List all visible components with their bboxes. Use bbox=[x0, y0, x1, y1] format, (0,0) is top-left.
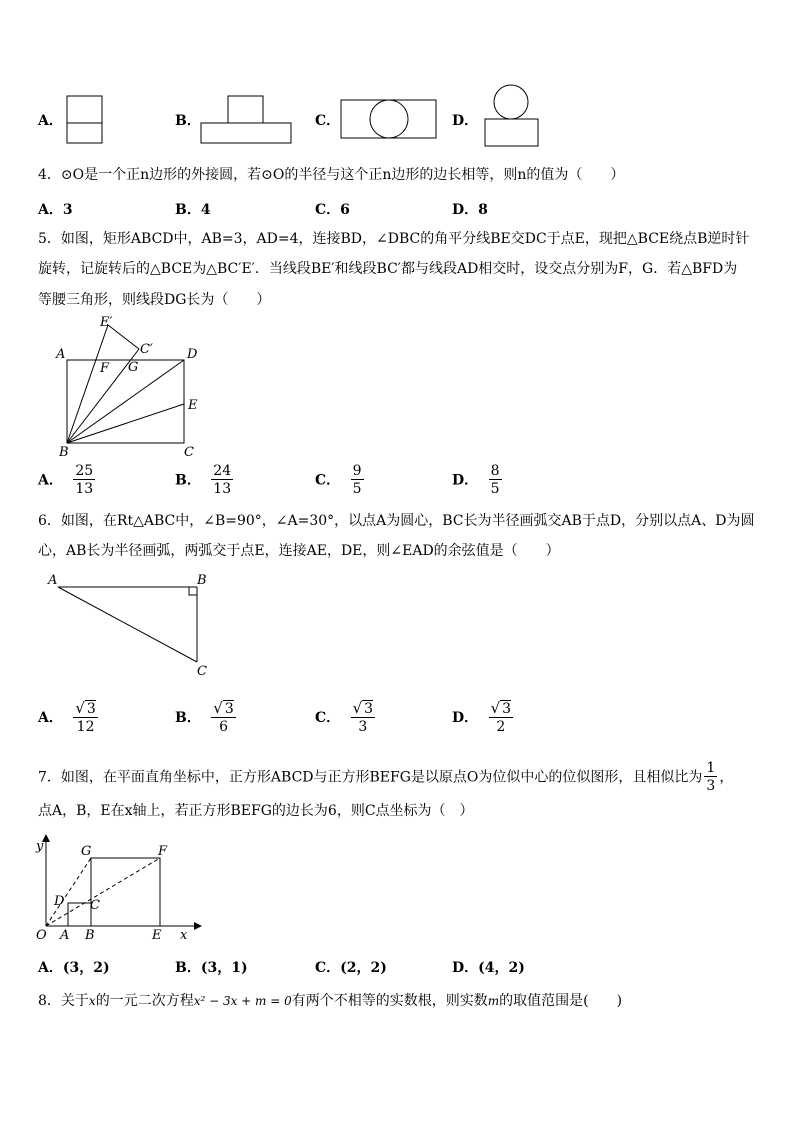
q3-figure-c bbox=[340, 98, 440, 143]
q5-label-b: B bbox=[59, 445, 69, 460]
q6-option-b-letter: B． bbox=[175, 710, 201, 726]
q3-figure-b bbox=[200, 95, 295, 145]
q6-question-line-1: 6．如图，在Rt△ABC中，∠B=90°，∠A=30°，以点A为圆心，BC长为半径画弧交AB于点D，分别以点A、D为圆 bbox=[38, 513, 755, 529]
q7-question-line-1 bbox=[38, 760, 733, 795]
q6-label-a: A bbox=[48, 573, 58, 588]
q7-option-c: C．(2，2) bbox=[315, 960, 387, 976]
q5-option-c-letter: C． bbox=[315, 472, 341, 489]
q5-option-d bbox=[452, 463, 502, 498]
q5-option-d-letter: D． bbox=[452, 472, 479, 489]
q6-option-d-radicand: 3 bbox=[502, 701, 512, 717]
q6-option-d: D． $\frac{√ 3}{2}$ bbox=[452, 699, 512, 735]
q7-label-d: D bbox=[54, 894, 65, 909]
q5-option-b bbox=[175, 463, 233, 498]
q6-option-c-denominator: 3 bbox=[358, 719, 368, 735]
q5-option-c-numerator: 9 bbox=[352, 463, 362, 479]
q5-label-d: D bbox=[187, 347, 198, 362]
q6-option-d-denominator: 2 bbox=[496, 719, 506, 735]
q5-option-a bbox=[38, 463, 95, 498]
q6-option-a: A． $\frac{√ 3}{12}$ bbox=[38, 699, 96, 735]
q6-option-a-denominator: 12 bbox=[76, 719, 95, 735]
q5-question-line-3: 等腰三角形，则线段DG长为（ ） bbox=[38, 292, 271, 308]
q6-option-c-letter: C． bbox=[315, 710, 341, 726]
q5-label-g: G bbox=[128, 360, 139, 375]
q7-label-f: F bbox=[158, 844, 168, 859]
q5-option-a-denominator: 13 bbox=[75, 481, 94, 497]
q7-label-x: x bbox=[180, 928, 188, 943]
q5-option-c-denominator: 5 bbox=[352, 481, 362, 497]
q6-question-line-2: 心，AB长为半径画弧，两弧交于点E，连接AE，DE，则∠EAD的余弦值是（ ） bbox=[38, 543, 560, 559]
q5-option-b-denominator: 13 bbox=[213, 481, 232, 497]
q5-option-d-numerator: 8 bbox=[490, 463, 500, 479]
q3-option-c-label: C． bbox=[315, 113, 341, 129]
q6-option-c-radicand: 3 bbox=[364, 701, 374, 717]
q7-ratio-numerator: 1 bbox=[706, 760, 716, 776]
q6-triangle-figure bbox=[44, 570, 224, 682]
q7-option-b: B．(3，1) bbox=[175, 960, 248, 976]
q7-label-b: B bbox=[85, 928, 95, 943]
q6-option-b-radicand: 3 bbox=[224, 701, 234, 717]
q7-line-1-text: 7．如图，在平面直角坐标中，正方形ABCD与正方形BEFG是以原点O为位似中心的位似图形，且相似比为 bbox=[38, 769, 703, 786]
q6-option-b-denominator: 6 bbox=[219, 719, 228, 735]
q7-label-e: E bbox=[152, 928, 162, 943]
q6-label-c: C bbox=[197, 664, 207, 679]
q4-option-a: A．3 bbox=[38, 202, 73, 218]
q3-figure-d bbox=[483, 84, 543, 149]
q5-option-c bbox=[315, 463, 364, 498]
q5-rectangle-figure bbox=[50, 312, 210, 462]
q8-question-text bbox=[38, 988, 622, 1015]
q8-text-c: 有两个不相等的实数根，则实数 bbox=[291, 993, 488, 1009]
q7-line-1-end: ， bbox=[719, 769, 734, 786]
q7-option-d: D．(4，2) bbox=[452, 960, 525, 976]
q8-equation: x² − 3x + m = 0 bbox=[193, 994, 292, 1008]
q6-option-a-radicand: 3 bbox=[86, 701, 96, 717]
q5-option-d-denominator: 5 bbox=[490, 481, 500, 497]
q3-option-d-label: D． bbox=[452, 113, 479, 129]
q3-figure-a bbox=[66, 95, 106, 145]
q4-question-text: 4．⊙O是一个正n边形的外接圆，若⊙O的半径与这个正n边形的边长相等，则n的值为（ ） bbox=[38, 167, 625, 183]
q7-coordinate-figure bbox=[34, 832, 204, 944]
q3-option-a-label: A． bbox=[38, 113, 63, 129]
q4-option-d: D．8 bbox=[452, 202, 488, 218]
q7-question-line-2: 点A，B，E在x轴上，若正方形BEFG的边长为6，则C点坐标为（ ） bbox=[38, 803, 474, 819]
q7-option-a: A．(3，2) bbox=[38, 960, 110, 976]
q7-label-o: O bbox=[36, 928, 47, 943]
q5-option-a-numerator: 25 bbox=[75, 463, 94, 479]
q5-label-f: F bbox=[100, 361, 110, 376]
q5-label-e-prime: E′ bbox=[100, 315, 113, 330]
q5-label-c: C bbox=[184, 445, 194, 460]
q5-label-c-prime: C′ bbox=[140, 342, 153, 357]
q8-var-m: m bbox=[487, 994, 500, 1008]
q8-text-d: 的取值范围是( ) bbox=[499, 993, 623, 1009]
q7-ratio-denominator: 3 bbox=[706, 778, 716, 794]
q8-var-x: x bbox=[88, 994, 96, 1008]
q7-label-y: y bbox=[36, 839, 44, 854]
q8-text-a: 8．关于 bbox=[38, 993, 89, 1009]
q4-option-b: B．4 bbox=[175, 202, 211, 218]
q5-option-b-numerator: 24 bbox=[213, 463, 232, 479]
q6-label-b: B bbox=[197, 573, 207, 588]
q6-option-c: C． $\frac{√ 3}{3}$ bbox=[315, 699, 374, 735]
q7-label-c: C bbox=[90, 898, 100, 913]
q7-label-g: G bbox=[81, 844, 92, 859]
q5-label-e: E bbox=[188, 398, 198, 413]
q5-option-b-letter: B． bbox=[175, 472, 201, 489]
q4-option-c: C．6 bbox=[315, 202, 350, 218]
q6-option-b: B． $\frac{√ 3}{6}$ bbox=[175, 699, 234, 735]
q5-question-line-1: 5．如图，矩形ABCD中，AB=3，AD=4，连接BD，∠DBC的角平分线BE交DC于点E，现把△BCE绕点B逆时针 bbox=[38, 231, 750, 247]
q5-label-a: A bbox=[56, 347, 66, 362]
q8-text-b: 的一元二次方程 bbox=[95, 993, 194, 1009]
q3-option-b-label: B． bbox=[175, 113, 201, 129]
q7-label-a: A bbox=[60, 928, 70, 943]
q6-option-a-letter: A． bbox=[38, 710, 63, 726]
q5-question-line-2: 旋转，记旋转后的△BCE为△BC′E′．当线段BE′和线段BC′都与线段AD相交时，设交点分别为F，G．若△BFD为 bbox=[38, 261, 738, 277]
q6-option-d-letter: D． bbox=[452, 710, 479, 726]
q5-option-a-letter: A． bbox=[38, 472, 63, 489]
